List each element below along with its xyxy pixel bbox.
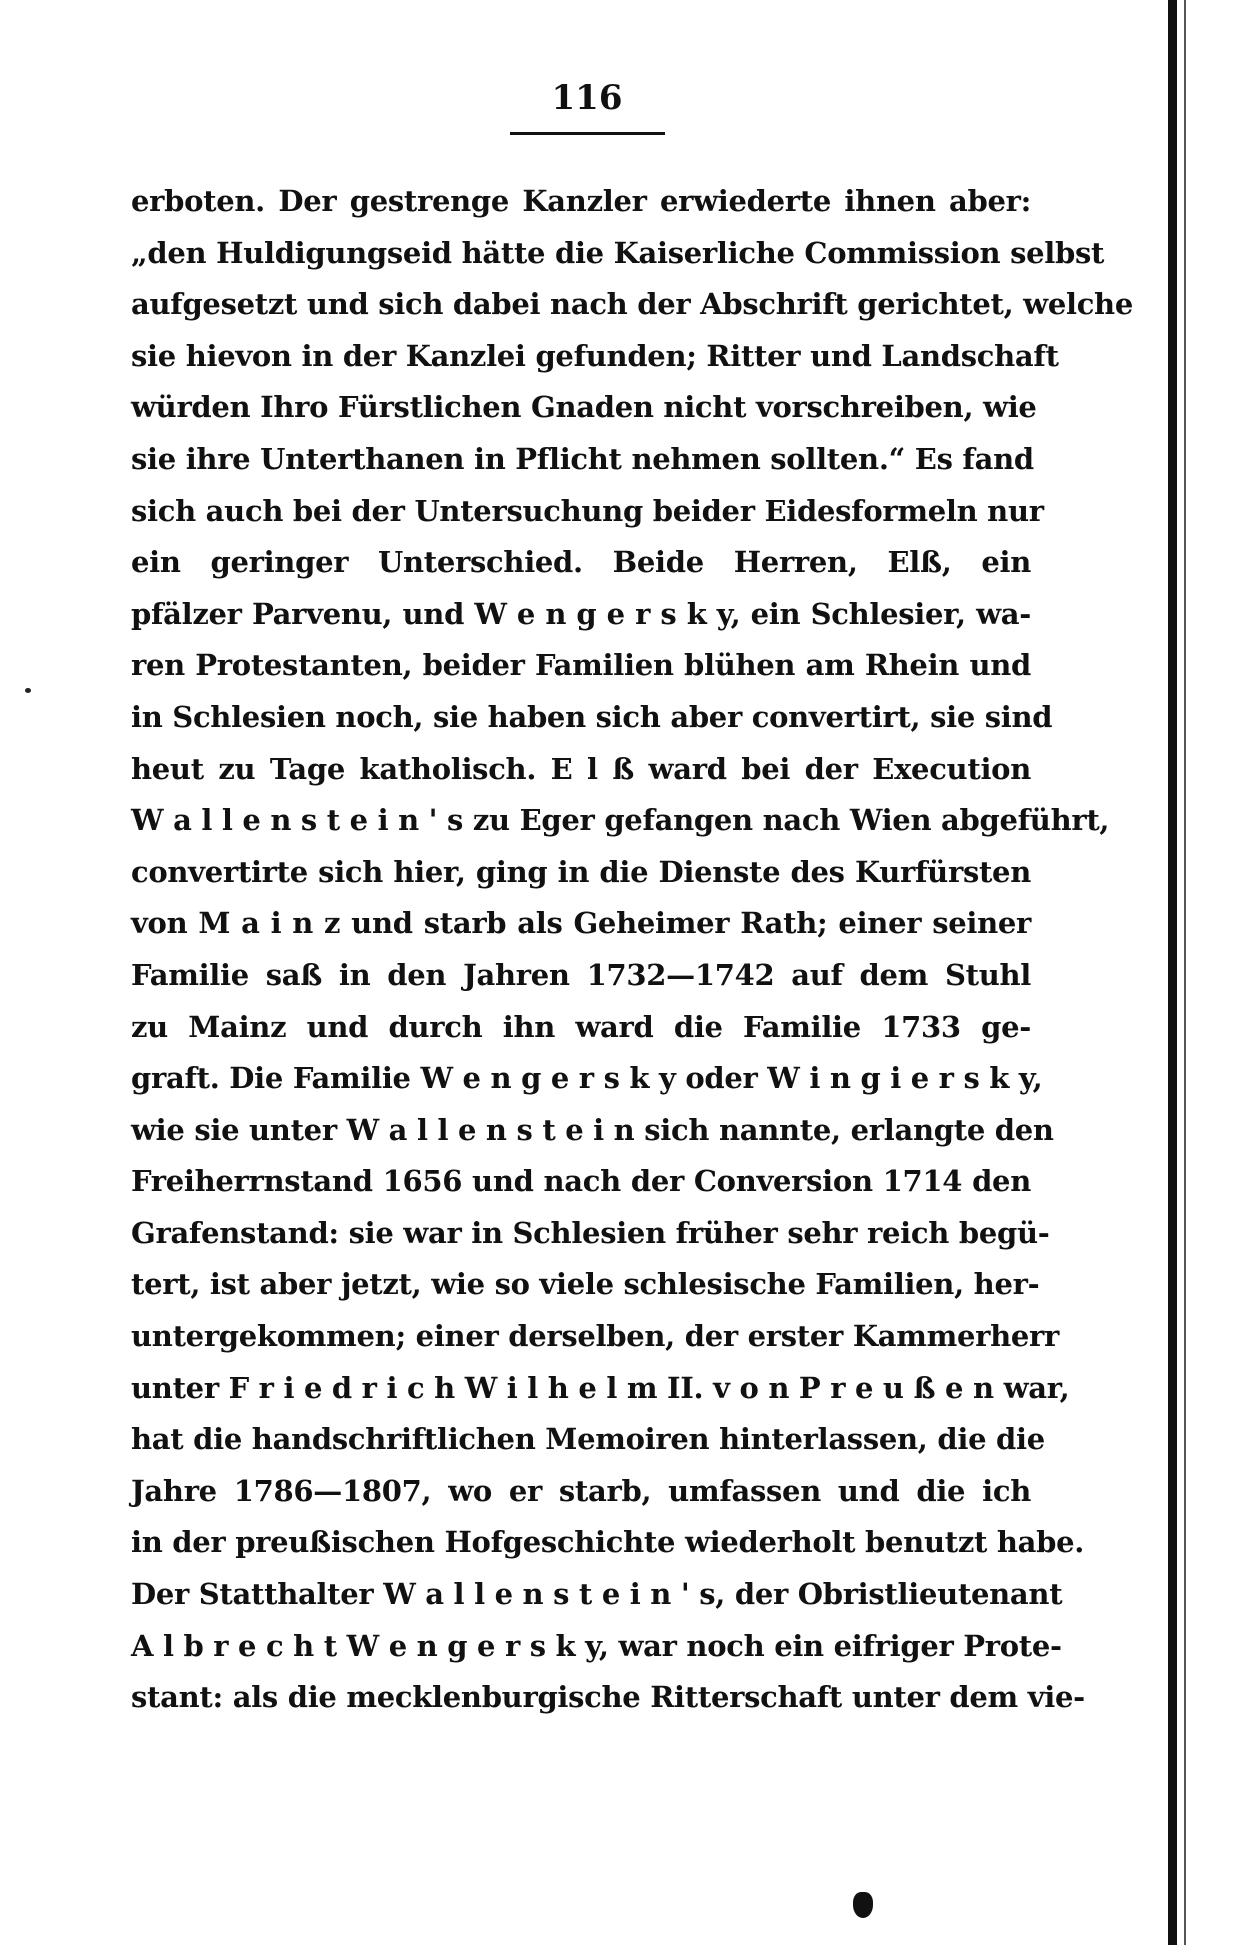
text-line: in Schlesien noch, sie haben sich aber convertirt, sie sind <box>131 699 1053 734</box>
text-line: unter F r i e d r i c h W i l h e l m II. v o n P r e u ß e n war, <box>131 1370 1070 1405</box>
text-line: ren Protestanten, beider Familien blühen am Rhein und <box>131 648 1031 683</box>
text-line: heut zu Tage katholisch. E l ß ward bei der Execution <box>131 751 1031 786</box>
text-line: zu Mainz und durch ihn ward die Familie 1733 ge- <box>131 1009 1031 1044</box>
text-line: pfälzer Parvenu, und W e n g e r s k y, ein Schlesier, wa- <box>131 596 1031 631</box>
text-line: W a l l e n s t e i n ' s zu Eger gefangen nach Wien abgeführt, <box>131 803 1110 838</box>
ink-blot <box>853 1892 873 1918</box>
text-line: sich auch bei der Untersuchung beider Eidesformeln nur <box>131 493 1044 528</box>
text-line: convertirte sich hier, ging in die Dienste des Kurfürsten <box>131 854 1031 889</box>
text-line: würden Ihro Fürstlichen Gnaden nicht vorschreiben, wie <box>131 390 1037 425</box>
text-line: graft. Die Familie W e n g e r s k y oder W i n g i e r s k y, <box>131 1061 1043 1096</box>
speck-mark <box>25 688 31 693</box>
text-line: stant: als die mecklenburgische Ritterschaft unter dem vie- <box>131 1680 1085 1715</box>
text-line: Grafenstand: sie war in Schlesien früher sehr reich begü- <box>131 1215 1050 1250</box>
text-line: „den Huldigungseid hätte die Kaiserliche Commission selbst <box>131 235 1105 270</box>
text-line: tert, ist aber jetzt, wie so viele schlesische Familien, her- <box>131 1267 1040 1302</box>
text-line: sie ihre Unterthanen in Pflicht nehmen sollten.“ Es fand <box>131 441 1034 476</box>
text-line: Jahre 1786—1807, wo er starb, umfassen und die ich <box>131 1473 1031 1508</box>
text-line: A l b r e c h t W e n g e r s k y, war noch ein eifriger Prote- <box>131 1628 1062 1663</box>
text-line: hat die handschriftlichen Memoiren hinterlassen, die die <box>131 1422 1045 1457</box>
text-line: Familie saß in den Jahren 1732—1742 auf dem Stuhl <box>131 957 1031 992</box>
text-line: ein geringer Unterschied. Beide Herren, Elß, ein <box>131 545 1031 580</box>
text-line: sie hievon in der Kanzlei gefunden; Ritter und Landschaft <box>131 338 1059 373</box>
page-edge-line <box>1184 0 1186 1945</box>
text-line: wie sie unter W a l l e n s t e i n sich nannte, erlangte den <box>131 1112 1054 1147</box>
page-edge-bar <box>1168 0 1177 1945</box>
text-line: aufgesetzt und sich dabei nach der Abschrift gerichtet, welche <box>131 287 1133 322</box>
text-line: von M a i n z und starb als Geheimer Rath; einer seiner <box>131 906 1031 941</box>
header-rule <box>510 132 665 135</box>
page-number: 116 <box>551 78 623 118</box>
text-line: untergekommen; einer derselben, der erster Kammerherr <box>131 1319 1060 1354</box>
text-line: Der Statthalter W a l l e n s t e i n ' s, der Obristlieutenant <box>131 1577 1063 1612</box>
text-line: erboten. Der gestrenge Kanzler erwiederte ihnen aber: <box>131 184 1031 218</box>
text-line: Freiherrnstand 1656 und nach der Conversion 1714 den <box>131 1164 1031 1199</box>
body-text <box>131 176 1133 1724</box>
text-line: in der preußischen Hofgeschichte wiederholt benutzt habe. <box>131 1525 1085 1560</box>
